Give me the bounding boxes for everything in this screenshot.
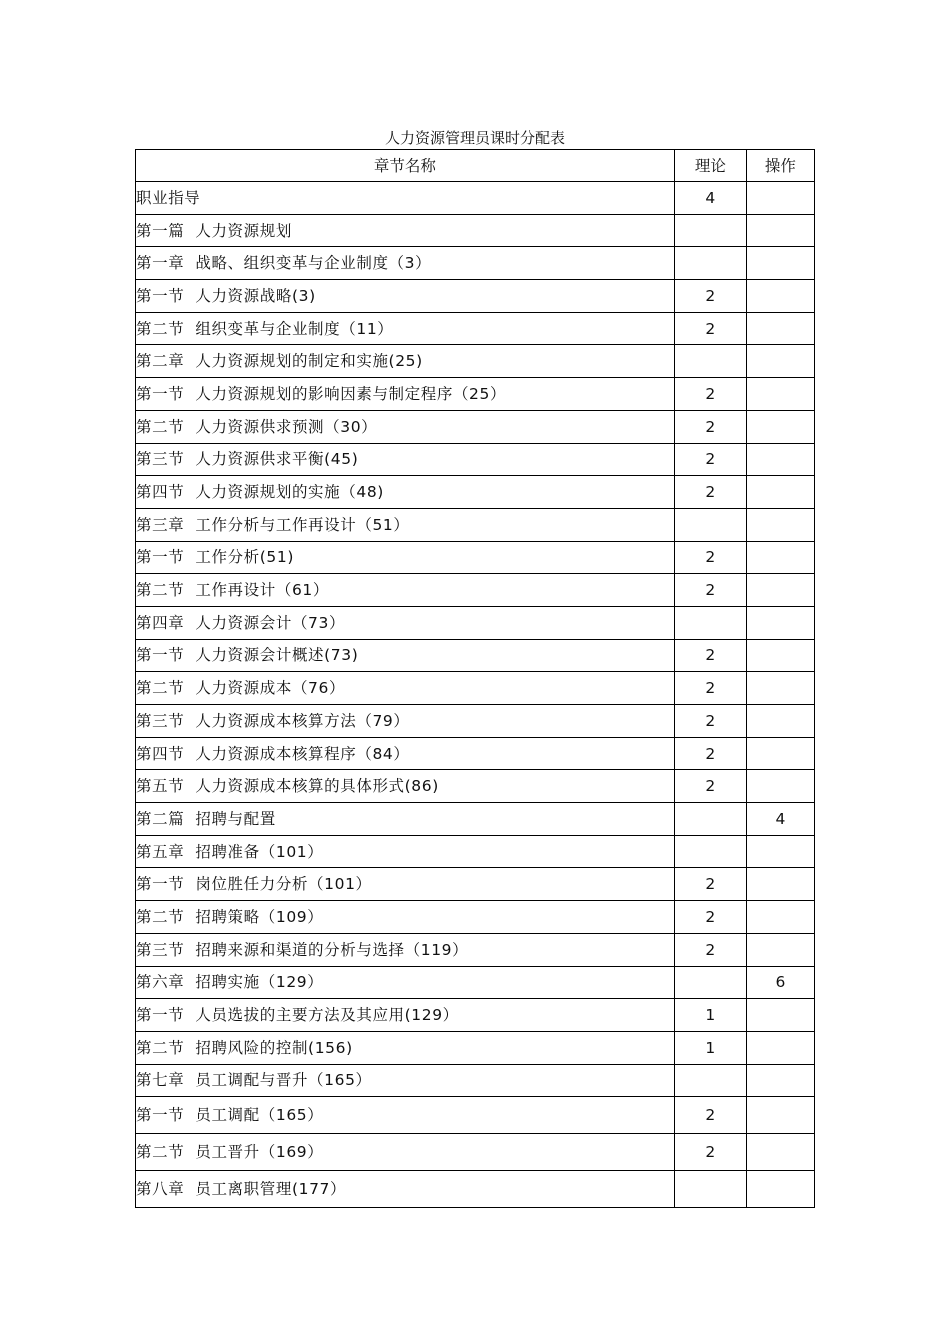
practice-hours-cell bbox=[746, 378, 814, 411]
theory-hours-cell: 2 bbox=[674, 312, 746, 345]
theory-hours-cell: 2 bbox=[674, 639, 746, 672]
practice-hours-cell bbox=[746, 672, 814, 705]
theory-hours-cell bbox=[674, 803, 746, 836]
table-row bbox=[136, 508, 815, 541]
practice-hours-cell bbox=[746, 247, 814, 280]
chapter-name-cell: 第一节 员工调配（165） bbox=[136, 1097, 675, 1134]
chapter-name-cell: 第三章 工作分析与工作再设计（51） bbox=[136, 508, 675, 541]
chapter-name-cell: 第一节 人力资源战略(3) bbox=[136, 280, 675, 313]
practice-hours-cell bbox=[746, 214, 814, 247]
theory-hours-cell: 2 bbox=[674, 868, 746, 901]
chapter-name-cell: 第三节 人力资源成本核算方法（79） bbox=[136, 705, 675, 738]
header-chapter-name: 章节名称 bbox=[136, 150, 675, 182]
theory-hours-cell: 2 bbox=[674, 1134, 746, 1171]
table-body bbox=[136, 182, 815, 1208]
practice-hours-cell bbox=[746, 1064, 814, 1097]
chapter-name-cell: 职业指导 bbox=[136, 182, 675, 215]
practice-hours-cell bbox=[746, 868, 814, 901]
document-title: 人力资源管理员课时分配表 bbox=[384, 129, 565, 147]
table-row bbox=[136, 182, 815, 215]
table-row bbox=[136, 606, 815, 639]
table-row bbox=[136, 933, 815, 966]
chapter-name-cell: 第二节 工作再设计（61） bbox=[136, 574, 675, 607]
theory-hours-cell bbox=[674, 508, 746, 541]
practice-hours-cell: 4 bbox=[746, 803, 814, 836]
table-row bbox=[136, 541, 815, 574]
chapter-name-cell: 第二节 员工晋升（169） bbox=[136, 1134, 675, 1171]
table-row bbox=[136, 214, 815, 247]
table-row bbox=[136, 574, 815, 607]
practice-hours-cell bbox=[746, 901, 814, 934]
practice-hours-cell bbox=[746, 835, 814, 868]
table-row bbox=[136, 901, 815, 934]
theory-hours-cell: 2 bbox=[674, 574, 746, 607]
theory-hours-cell bbox=[674, 345, 746, 378]
chapter-name-cell: 第二篇 招聘与配置 bbox=[136, 803, 675, 836]
chapter-name-cell: 第一节 岗位胜任力分析（101） bbox=[136, 868, 675, 901]
chapter-name-cell: 第三节 招聘来源和渠道的分析与选择（119） bbox=[136, 933, 675, 966]
theory-hours-cell bbox=[674, 966, 746, 999]
table-row bbox=[136, 312, 815, 345]
practice-hours-cell: 6 bbox=[746, 966, 814, 999]
chapter-name-cell: 第二节 组织变革与企业制度（11） bbox=[136, 312, 675, 345]
chapter-name-cell: 第四节 人力资源规划的实施（48) bbox=[136, 476, 675, 509]
theory-hours-cell: 2 bbox=[674, 443, 746, 476]
chapter-name-cell: 第一节 人力资源规划的影响因素与制定程序（25） bbox=[136, 378, 675, 411]
table-row bbox=[136, 1171, 815, 1208]
header-theory: 理论 bbox=[674, 150, 746, 182]
practice-hours-cell bbox=[746, 574, 814, 607]
theory-hours-cell: 1 bbox=[674, 1031, 746, 1064]
practice-hours-cell bbox=[746, 1134, 814, 1171]
practice-hours-cell bbox=[746, 476, 814, 509]
table-row bbox=[136, 737, 815, 770]
theory-hours-cell: 2 bbox=[674, 737, 746, 770]
table-row bbox=[136, 476, 815, 509]
chapter-name-cell: 第二节 招聘风险的控制(156) bbox=[136, 1031, 675, 1064]
practice-hours-cell bbox=[746, 443, 814, 476]
theory-hours-cell: 2 bbox=[674, 933, 746, 966]
chapter-name-cell: 第一节 人员选拔的主要方法及其应用(129） bbox=[136, 999, 675, 1032]
chapter-name-cell: 第六章 招聘实施（129） bbox=[136, 966, 675, 999]
practice-hours-cell bbox=[746, 606, 814, 639]
chapter-name-cell: 第七章 员工调配与晋升（165） bbox=[136, 1064, 675, 1097]
theory-hours-cell bbox=[674, 1171, 746, 1208]
table-row bbox=[136, 639, 815, 672]
practice-hours-cell bbox=[746, 705, 814, 738]
practice-hours-cell bbox=[746, 770, 814, 803]
theory-hours-cell: 2 bbox=[674, 378, 746, 411]
table-row bbox=[136, 1097, 815, 1134]
practice-hours-cell bbox=[746, 280, 814, 313]
chapter-name-cell: 第二节 人力资源供求预测（30） bbox=[136, 410, 675, 443]
practice-hours-cell bbox=[746, 999, 814, 1032]
practice-hours-cell bbox=[746, 933, 814, 966]
table-row bbox=[136, 1031, 815, 1064]
chapter-name-cell: 第四章 人力资源会计（73） bbox=[136, 606, 675, 639]
table-row bbox=[136, 345, 815, 378]
table-row bbox=[136, 999, 815, 1032]
chapter-name-cell: 第一章 战略、组织变革与企业制度（3） bbox=[136, 247, 675, 280]
table-row bbox=[136, 672, 815, 705]
practice-hours-cell bbox=[746, 541, 814, 574]
practice-hours-cell bbox=[746, 312, 814, 345]
theory-hours-cell bbox=[674, 214, 746, 247]
theory-hours-cell: 1 bbox=[674, 999, 746, 1032]
practice-hours-cell bbox=[746, 1031, 814, 1064]
practice-hours-cell bbox=[746, 182, 814, 215]
chapter-name-cell: 第二章 人力资源规划的制定和实施(25) bbox=[136, 345, 675, 378]
theory-hours-cell: 2 bbox=[674, 705, 746, 738]
table-row bbox=[136, 378, 815, 411]
theory-hours-cell bbox=[674, 1064, 746, 1097]
practice-hours-cell bbox=[746, 508, 814, 541]
theory-hours-cell: 4 bbox=[674, 182, 746, 215]
practice-hours-cell bbox=[746, 1097, 814, 1134]
chapter-name-cell: 第八章 员工离职管理(177） bbox=[136, 1171, 675, 1208]
theory-hours-cell: 2 bbox=[674, 476, 746, 509]
theory-hours-cell: 2 bbox=[674, 410, 746, 443]
chapter-name-cell: 第一篇 人力资源规划 bbox=[136, 214, 675, 247]
chapter-name-cell: 第一节 工作分析(51) bbox=[136, 541, 675, 574]
table-row bbox=[136, 1064, 815, 1097]
chapter-name-cell: 第四节 人力资源成本核算程序（84） bbox=[136, 737, 675, 770]
table-row bbox=[136, 280, 815, 313]
chapter-name-cell: 第二节 人力资源成本（76） bbox=[136, 672, 675, 705]
table-row bbox=[136, 803, 815, 836]
table-row bbox=[136, 410, 815, 443]
table-row bbox=[136, 770, 815, 803]
practice-hours-cell bbox=[746, 1171, 814, 1208]
theory-hours-cell bbox=[674, 606, 746, 639]
theory-hours-cell: 2 bbox=[674, 901, 746, 934]
theory-hours-cell: 2 bbox=[674, 672, 746, 705]
table-row bbox=[136, 868, 815, 901]
theory-hours-cell: 2 bbox=[674, 770, 746, 803]
table-row bbox=[136, 1134, 815, 1171]
theory-hours-cell bbox=[674, 835, 746, 868]
theory-hours-cell: 2 bbox=[674, 541, 746, 574]
chapter-name-cell: 第三节 人力资源供求平衡(45) bbox=[136, 443, 675, 476]
theory-hours-cell bbox=[674, 247, 746, 280]
chapter-name-cell: 第一节 人力资源会计概述(73) bbox=[136, 639, 675, 672]
practice-hours-cell bbox=[746, 410, 814, 443]
table-row bbox=[136, 705, 815, 738]
table-row bbox=[136, 247, 815, 280]
chapter-name-cell: 第二节 招聘策略（109） bbox=[136, 901, 675, 934]
practice-hours-cell bbox=[746, 737, 814, 770]
theory-hours-cell: 2 bbox=[674, 280, 746, 313]
chapter-name-cell: 第五节 人力资源成本核算的具体形式(86) bbox=[136, 770, 675, 803]
table-row bbox=[136, 966, 815, 999]
theory-hours-cell: 2 bbox=[674, 1097, 746, 1134]
practice-hours-cell bbox=[746, 639, 814, 672]
hours-allocation-table bbox=[135, 149, 815, 1208]
table-row bbox=[136, 443, 815, 476]
table-header-row bbox=[136, 150, 815, 182]
header-practice: 操作 bbox=[746, 150, 814, 182]
practice-hours-cell bbox=[746, 345, 814, 378]
table-row bbox=[136, 835, 815, 868]
chapter-name-cell: 第五章 招聘准备（101） bbox=[136, 835, 675, 868]
